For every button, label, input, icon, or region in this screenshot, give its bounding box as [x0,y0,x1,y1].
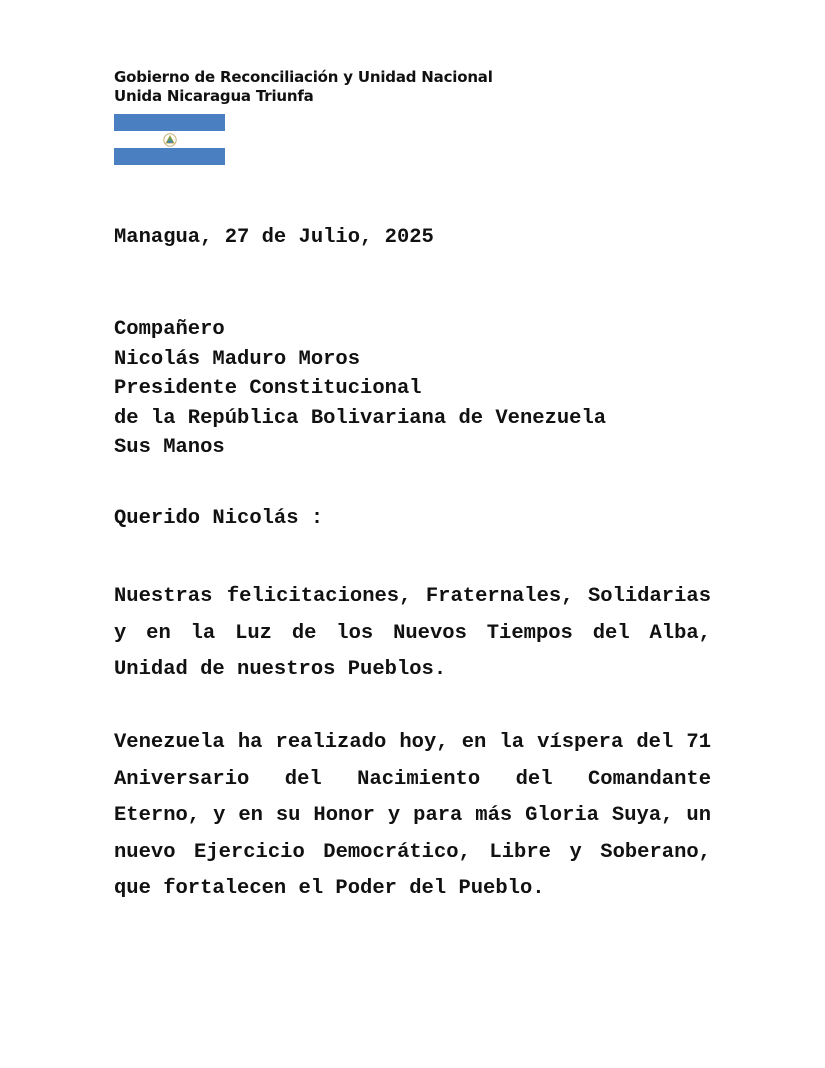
letterhead-government-name: Gobierno de Reconciliación y Unidad Nacional [114,68,493,86]
place-and-date: Managua, 27 de Julio, 2025 [114,226,434,249]
recipient-line: Sus Manos [114,436,225,459]
recipient-line: Compañero [114,318,225,341]
flag-stripe-middle [114,131,225,148]
letterhead [114,68,493,106]
recipient-line: Presidente Constitucional [114,377,422,400]
nicaragua-flag-icon [114,114,225,165]
recipient-line: Nicolás Maduro Moros [114,347,361,371]
body-paragraph: Nuestras felicitaciones, Fraternales, Solidarias y en la Luz de los Nuevos Tiempos del Alba, Unidad de nuestros Pueblos. [114,585,711,681]
salutation: Querido Nicolás : [114,507,324,530]
flag-stripe-top [114,114,225,131]
recipient-address [114,315,606,463]
letterhead-slogan: Unida Nicaragua Triunfa [114,87,314,105]
recipient-line: de la República Bolivariana de Venezuela [114,406,607,430]
body-paragraph: Venezuela ha realizado hoy, en la víspera del 71 Aniversario del Nacimiento del Comandante Eterno, y en su Honor y para más Gloria Suya, un nuevo Ejercicio Democrático, Libre y Soberano, que fortalecen el Poder del Pueblo. [114,731,711,900]
coat-of-arms-icon [163,133,177,147]
flag-stripe-bottom [114,148,225,165]
